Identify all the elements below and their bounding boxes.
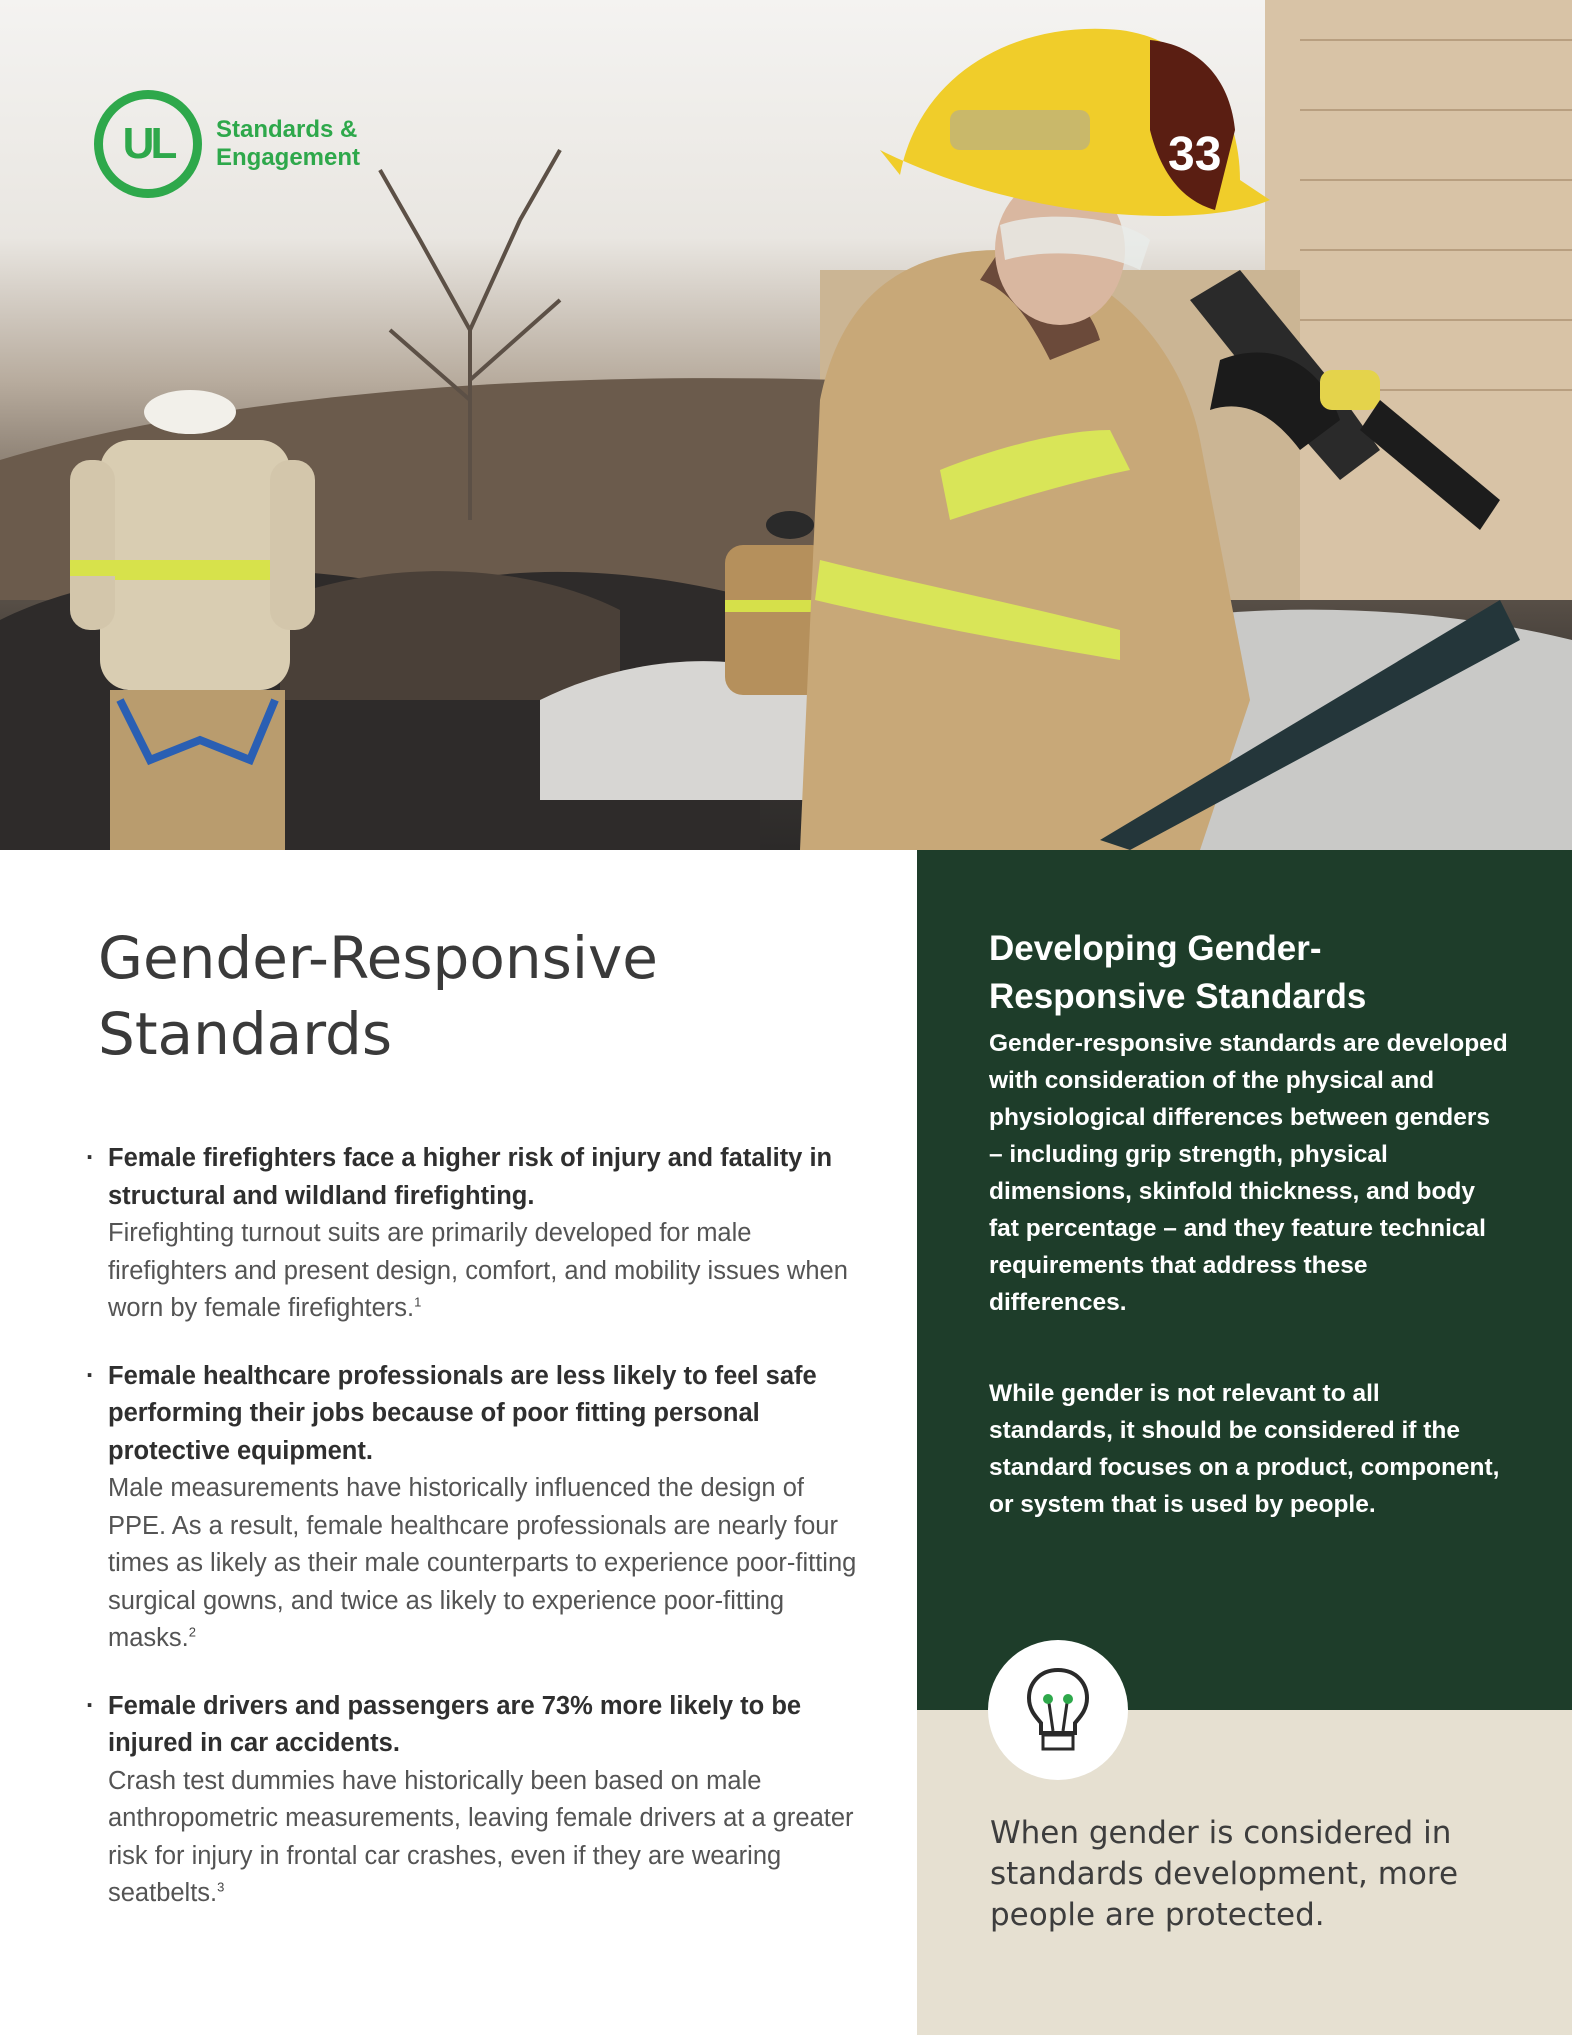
page-title — [98, 920, 818, 1072]
bullet-dot: · — [86, 1144, 95, 1172]
fact-body: Crash test dummies have historically been based on male anthropometric measurements, leaving female drivers at a greater risk for injury in frontal car crashes, even if they are wearing seatbelts. — [108, 1766, 854, 1907]
brand-name-line1: Standards & — [216, 116, 358, 143]
brand-name-line2: Engagement — [216, 144, 361, 171]
lightbulb-badge — [988, 1640, 1128, 1780]
fact-body: Firefighting turnout suits are primarily developed for male firefighters and present design, comfort, and mobility issues when worn by female firefighters. — [108, 1219, 848, 1322]
fact-item-drivers — [80, 1688, 860, 1913]
page-title-line1: Gender-Responsive — [98, 924, 658, 992]
hero-photo — [0, 0, 1572, 850]
lightbulb-icon — [1023, 1665, 1093, 1755]
fact-lead: Female drivers and passengers are 73% more likely to be injured in car accidents. — [108, 1691, 802, 1757]
panel-heading — [989, 925, 1509, 1021]
panel-paragraph-1: Gender-responsive standards are developed with consideration of the physical and physiological differences between genders – including grip strength, physical dimensions, skinfold thickness, and body fat percentage – and they feature technical requirements that address these differences. — [989, 1030, 1508, 1316]
ul-logo — [94, 90, 360, 198]
ul-logo-mark — [94, 90, 202, 198]
fact-lead: Female healthcare professionals are less likely to feel safe performing their jobs because of poor fitting personal protective equipment. — [108, 1361, 817, 1465]
fact-list — [80, 1140, 860, 1943]
panel-heading-line2: Responsive Standards — [989, 977, 1367, 1016]
fact-item-firefighters — [80, 1140, 860, 1328]
fact-lead: Female firefighters face a higher risk of injury and fatality in structural and wildland firefighting. — [108, 1144, 833, 1210]
callout-text: When gender is considered in standards development, more people are protected. — [990, 1815, 1459, 1933]
helmet-number: 33 — [1168, 128, 1222, 181]
fact-item-healthcare — [80, 1358, 860, 1658]
page-title-line2: Standards — [98, 1000, 393, 1068]
fact-body: Male measurements have historically influenced the design of PPE. As a result, female healthcare professionals are nearly four times as likely as their male counterparts to experience poor-fitting surgical gowns, and twice as likely to experience poor-fitting masks. — [108, 1474, 857, 1652]
footnote-ref: 3 — [217, 1879, 225, 1895]
brand-name — [216, 116, 360, 172]
bullet-dot: · — [86, 1361, 95, 1390]
info-panel — [917, 850, 1572, 1710]
footnote-ref: 1 — [414, 1294, 422, 1310]
bullet-dot: · — [86, 1691, 95, 1720]
ul-logo-letters: UL — [122, 119, 174, 168]
panel-paragraph-2: While gender is not relevant to all standards, it should be considered if the standard focuses on a product, component, or system that is used by people. — [989, 1380, 1500, 1518]
footnote-ref: 2 — [188, 1624, 196, 1640]
panel-heading-line1: Developing Gender- — [989, 929, 1322, 968]
